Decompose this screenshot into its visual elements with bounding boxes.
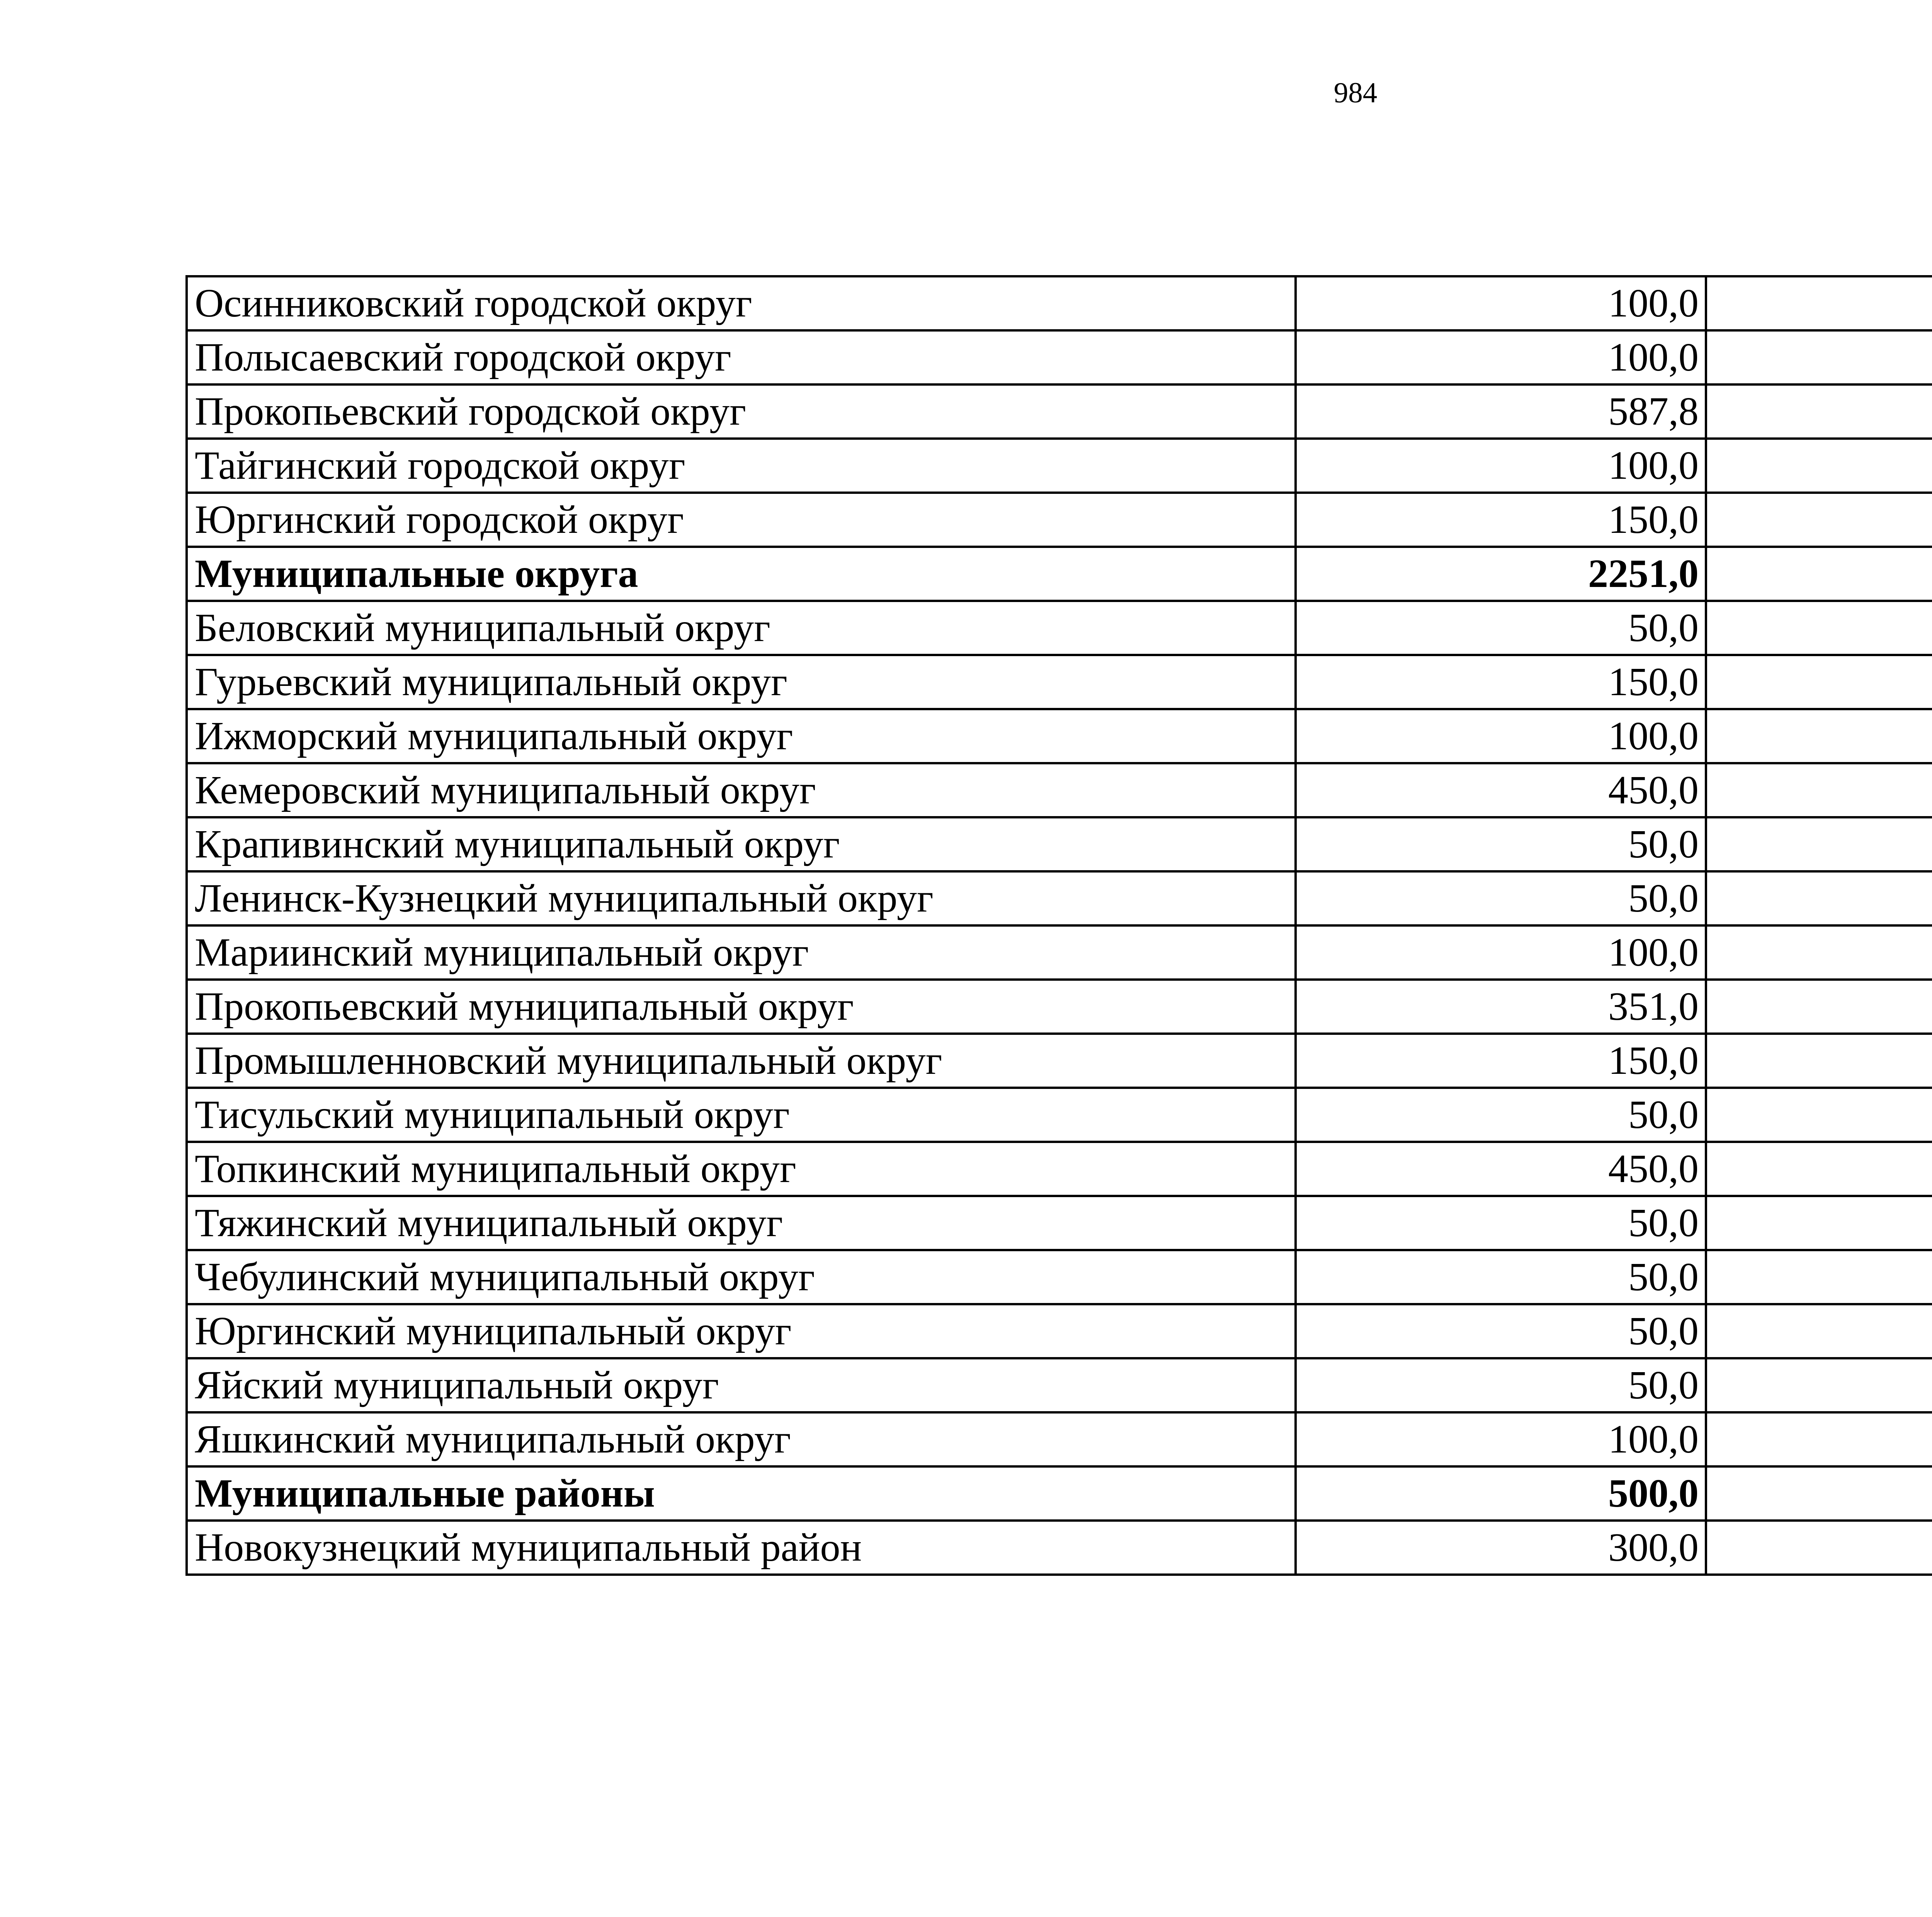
row-value-1-cell: 50,0 (1296, 1358, 1706, 1412)
row-value-2-cell (1706, 276, 1932, 330)
row-value-2-cell (1706, 493, 1932, 547)
page-number: 984 (1333, 77, 1378, 109)
row-value-2-cell (1706, 601, 1932, 655)
row-name-cell: Юргинский городской округ (187, 493, 1296, 547)
table-row (187, 1412, 1932, 1466)
table-row (187, 1142, 1932, 1196)
table-row (187, 330, 1932, 384)
row-name-cell: Муниципальные округа (187, 547, 1296, 601)
row-value-2-cell (1706, 1521, 1932, 1575)
table-row (187, 1034, 1932, 1088)
budget-table (185, 275, 1932, 1576)
table-row (187, 1250, 1932, 1304)
table-row (187, 601, 1932, 655)
table-body (187, 276, 1932, 1575)
row-name-cell: Муниципальные районы (187, 1466, 1296, 1521)
row-name-cell: Тисульский муниципальный округ (187, 1088, 1296, 1142)
row-value-1-cell: 450,0 (1296, 763, 1706, 817)
table-row (187, 1358, 1932, 1412)
row-value-2-cell (1706, 763, 1932, 817)
row-value-2-cell (1706, 439, 1932, 493)
table-row (187, 1196, 1932, 1250)
row-value-1-cell: 100,0 (1296, 276, 1706, 330)
row-name-cell: Тяжинский муниципальный округ (187, 1196, 1296, 1250)
row-value-1-cell: 150,0 (1296, 493, 1706, 547)
row-value-2-cell (1706, 655, 1932, 709)
row-name-cell: Яшкинский муниципальный округ (187, 1412, 1296, 1466)
row-value-1-cell: 50,0 (1296, 1196, 1706, 1250)
row-name-cell: Гурьевский муниципальный округ (187, 655, 1296, 709)
table-section-row (187, 1466, 1932, 1521)
table-row (187, 1304, 1932, 1358)
row-name-cell: Чебулинский муниципальный округ (187, 1250, 1296, 1304)
table-row (187, 925, 1932, 980)
row-name-cell: Ижморский муниципальный округ (187, 709, 1296, 763)
row-value-2-cell (1706, 330, 1932, 384)
row-value-2-cell (1706, 1088, 1932, 1142)
row-name-cell: Тайгинский городской округ (187, 439, 1296, 493)
row-value-1-cell: 150,0 (1296, 1034, 1706, 1088)
row-value-1-cell: 50,0 (1296, 1304, 1706, 1358)
row-name-cell: Яйский муниципальный округ (187, 1358, 1296, 1412)
row-name-cell: Прокопьевский муниципальный округ (187, 980, 1296, 1034)
row-value-1-cell: 300,0 (1296, 1521, 1706, 1575)
row-name-cell: Ленинск-Кузнецкий муниципальный округ (187, 871, 1296, 925)
table-row (187, 384, 1932, 439)
table-row (187, 709, 1932, 763)
row-value-2-cell (1706, 384, 1932, 439)
table-row (187, 655, 1932, 709)
row-value-2-cell (1706, 1412, 1932, 1466)
row-value-2-cell (1706, 925, 1932, 980)
table-row (187, 763, 1932, 817)
table-row (187, 276, 1932, 330)
row-value-2-cell (1706, 547, 1932, 601)
row-name-cell: Юргинский муниципальный округ (187, 1304, 1296, 1358)
row-value-1-cell: 351,0 (1296, 980, 1706, 1034)
row-value-1-cell: 100,0 (1296, 1412, 1706, 1466)
row-value-1-cell: 50,0 (1296, 817, 1706, 871)
row-name-cell: Новокузнецкий муниципальный район (187, 1521, 1296, 1575)
row-value-1-cell: 50,0 (1296, 1088, 1706, 1142)
row-value-2-cell (1706, 1142, 1932, 1196)
row-value-2-cell (1706, 1466, 1932, 1521)
row-value-1-cell: 100,0 (1296, 709, 1706, 763)
row-name-cell: Крапивинский муниципальный округ (187, 817, 1296, 871)
row-value-2-cell (1706, 709, 1932, 763)
row-value-2-cell (1706, 1196, 1932, 1250)
row-value-1-cell: 50,0 (1296, 871, 1706, 925)
row-value-2-cell (1706, 980, 1932, 1034)
row-value-1-cell: 150,0 (1296, 655, 1706, 709)
table-row (187, 1521, 1932, 1575)
row-name-cell: Топкинский муниципальный округ (187, 1142, 1296, 1196)
row-name-cell: Беловский муниципальный округ (187, 601, 1296, 655)
row-name-cell: Прокопьевский городской округ (187, 384, 1296, 439)
row-value-2-cell (1706, 1358, 1932, 1412)
row-value-1-cell: 500,0 (1296, 1466, 1706, 1521)
row-value-2-cell (1706, 817, 1932, 871)
row-value-2-cell (1706, 1250, 1932, 1304)
table-row (187, 1088, 1932, 1142)
table-row (187, 817, 1932, 871)
table-row (187, 980, 1932, 1034)
table-row (187, 439, 1932, 493)
row-value-1-cell: 50,0 (1296, 1250, 1706, 1304)
row-name-cell: Промышленновский муниципальный округ (187, 1034, 1296, 1088)
row-name-cell: Мариинский муниципальный округ (187, 925, 1296, 980)
row-value-2-cell (1706, 871, 1932, 925)
row-name-cell: Осинниковский городской округ (187, 276, 1296, 330)
table-row (187, 493, 1932, 547)
table-row (187, 871, 1932, 925)
row-value-1-cell: 100,0 (1296, 439, 1706, 493)
row-name-cell: Полысаевский городской округ (187, 330, 1296, 384)
row-value-1-cell: 587,8 (1296, 384, 1706, 439)
row-value-1-cell: 100,0 (1296, 925, 1706, 980)
row-value-1-cell: 450,0 (1296, 1142, 1706, 1196)
table-section-row (187, 547, 1932, 601)
row-value-1-cell: 2251,0 (1296, 547, 1706, 601)
row-name-cell: Кемеровский муниципальный округ (187, 763, 1296, 817)
row-value-1-cell: 50,0 (1296, 601, 1706, 655)
row-value-1-cell: 100,0 (1296, 330, 1706, 384)
row-value-2-cell (1706, 1304, 1932, 1358)
row-value-2-cell (1706, 1034, 1932, 1088)
